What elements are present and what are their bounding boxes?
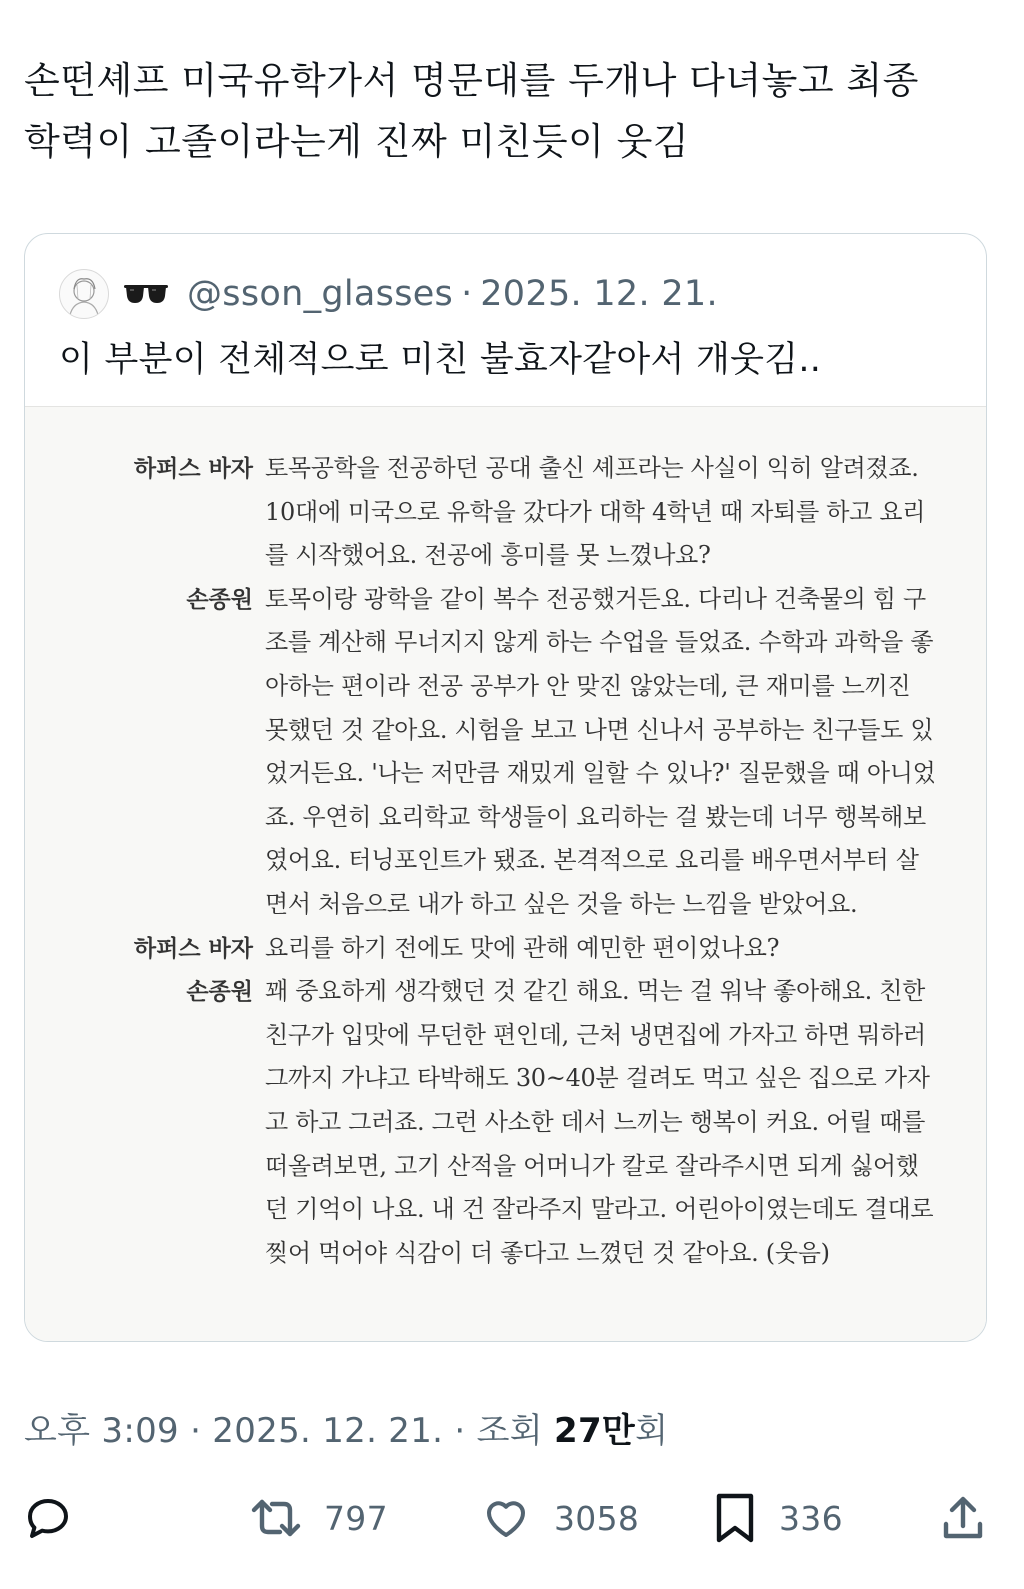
text-line: 꽤 중요하게 생각했던 것 같긴 해요. 먹는 걸 워낙 좋아해요. 친한 <box>265 977 926 1006</box>
bookmark-icon <box>713 1492 757 1544</box>
quoted-image[interactable] <box>25 406 986 1341</box>
entry-text <box>265 578 965 927</box>
text-line: 친구가 입맛에 무던한 편인데, 근처 냉면집에 가자고 하면 뭐하러 <box>265 1020 926 1049</box>
quote-date[interactable]: 2025. 12. 21. <box>480 274 718 314</box>
retweet-button[interactable] <box>250 1490 388 1546</box>
text-line: 못했던 것 같아요. 시험을 보고 나면 신나서 공부하는 친구들도 있 <box>265 715 934 744</box>
text-line: 그까지 가냐고 타박해도 30~40분 걸려도 먹고 싶은 집으로 가자 <box>265 1064 930 1093</box>
quote-text: 이 부분이 전체적으로 미친 불효자같아서 개웃김.. <box>59 340 822 380</box>
post-time[interactable]: 오후 3:09 <box>24 1411 179 1451</box>
text-line: 아하는 편이라 전공 공부가 안 맞진 않았는데, 큰 재미를 느끼진 <box>265 671 911 700</box>
speaker-label: 하퍼스 바자 <box>133 934 253 962</box>
text-line: 었거든요. '나는 저만큼 재밌게 일할 수 있나?' 질문했을 때 아니었 <box>265 759 936 788</box>
share-icon <box>940 1494 986 1542</box>
entry-text <box>265 970 965 1275</box>
text-line: 토목이랑 광학을 같이 복수 전공했거든요. 다리나 건축물의 힘 구 <box>265 584 926 613</box>
entry-text <box>265 447 965 578</box>
interview-entry <box>125 927 965 971</box>
speaker-label: 하퍼스 바자 <box>133 455 253 482</box>
views-suffix: 회 <box>635 1411 669 1451</box>
interview-entry <box>125 970 965 1275</box>
interview-entry <box>125 447 965 578</box>
text-line: 죠. 우연히 요리학교 학생들이 요리하는 걸 봤는데 너무 행복해보 <box>265 802 926 831</box>
quoted-post[interactable] <box>24 233 987 1342</box>
like-count: 3058 <box>554 1498 640 1538</box>
like-button[interactable] <box>482 1490 639 1546</box>
text-line: 10대에 미국으로 유학을 갔다가 대학 4학년 때 자퇴를 하고 요리 <box>265 497 926 526</box>
text-line: 요리를 하기 전에도 맛에 관해 예민한 편이었나요? <box>265 933 780 962</box>
retweet-count: 797 <box>324 1498 388 1538</box>
entry-text <box>265 927 965 971</box>
sunglasses-emoji-icon <box>123 282 169 306</box>
text-line: 떠올려보면, 고기 산적을 어머니가 칼로 잘라주시면 되게 싫어했 <box>265 1151 919 1180</box>
views-label: 조회 <box>476 1411 543 1451</box>
retweet-icon <box>250 1494 302 1542</box>
text-line: 고 하고 그러죠. 그런 사소한 데서 느끼는 행복이 커요. 어릴 때를 <box>265 1107 926 1136</box>
speaker-label: 손종원 <box>186 978 253 1006</box>
avatar[interactable] <box>59 269 109 319</box>
text-line: 던 기억이 나요. 내 건 잘라주지 말라고. 어린아이였는데도 결대로 <box>265 1195 934 1224</box>
post-text <box>24 50 999 172</box>
bookmark-button[interactable] <box>713 1490 843 1546</box>
avatar-sketch-icon <box>61 271 107 317</box>
interview-entry <box>125 578 965 927</box>
post-meta <box>24 1403 668 1452</box>
heart-icon <box>482 1494 530 1542</box>
views-count: 27만 <box>554 1411 636 1451</box>
text-line: 토목공학을 전공하던 공대 출신 셰프라는 사실이 익히 알려졌죠. <box>265 454 919 482</box>
text-line: 를 시작했어요. 전공에 흥미를 못 느꼈나요? <box>265 541 711 570</box>
action-bar <box>0 1490 1024 1546</box>
quote-header <box>59 268 718 320</box>
text-line: 면서 처음으로 내가 하고 싶은 것을 하는 느낌을 받았어요. <box>265 889 858 918</box>
interview-text <box>125 447 965 1275</box>
post-date[interactable]: 2025. 12. 21. <box>212 1411 444 1451</box>
separator-dot: · <box>461 274 473 314</box>
reply-button[interactable] <box>24 1490 72 1546</box>
text-line: 조를 계산해 무너지지 않게 하는 수업을 들었죠. 수학과 과학을 좋 <box>265 628 934 657</box>
quote-handle[interactable]: @sson_glasses <box>187 274 454 314</box>
text-line: 였어요. 터닝포인트가 됐죠. 본격적으로 요리를 배우면서부터 살 <box>265 846 919 875</box>
bookmark-count: 336 <box>779 1498 843 1538</box>
post-text-line: 학력이 고졸이라는게 진짜 미친듯이 웃김 <box>24 120 690 163</box>
separator-dot: · <box>454 1411 466 1451</box>
speaker-label: 손종원 <box>186 585 253 613</box>
post-text-line: 손떤셰프 미국유학가서 명문대를 두개나 다녀놓고 최종 <box>24 59 919 102</box>
text-line: 찢어 먹어야 식감이 더 좋다고 느꼈던 것 같아요. (웃음) <box>265 1238 830 1267</box>
reply-icon <box>24 1494 72 1542</box>
share-button[interactable] <box>940 1490 986 1546</box>
separator-dot: · <box>190 1411 202 1451</box>
